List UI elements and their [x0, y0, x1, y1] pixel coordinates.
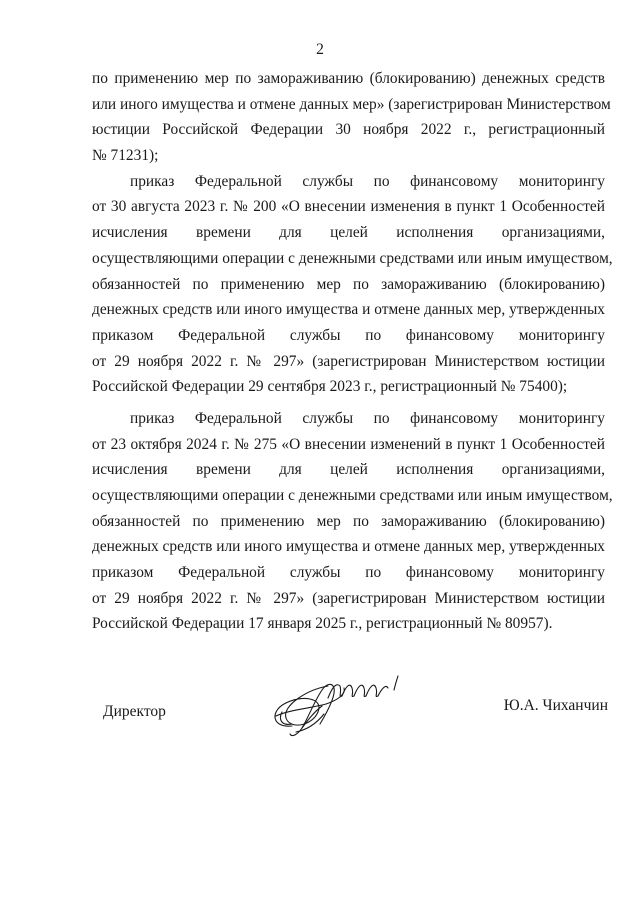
text-line: от 30 августа 2023 г. № 200 «О внесении изменения в пункт 1 Особенностей: [92, 198, 605, 216]
text-line: Российской Федерации 17 января 2025 г., регистрационный № 80957).: [92, 615, 553, 633]
signer-name: Ю.А. Чиханчин: [503, 697, 608, 714]
text-line: исчисления времени для целей исполнения организациями,: [92, 224, 605, 242]
text-line: обязанностей по применению мер по замораживанию (блокированию): [92, 275, 605, 293]
body-text: [92, 66, 613, 637]
page-number: 2: [316, 41, 324, 58]
text-line: денежных средств или иного имущества и отмене данных мер, утвержденных: [92, 301, 605, 319]
text-line: или иного имущества и отмене данных мер» (зарегистрирован Министерством: [92, 95, 611, 113]
signature-row: [0, 697, 640, 731]
text-line: от 23 октября 2024 г. № 275 «О внесении изменений в пункт 1 Особенностей: [92, 435, 605, 453]
text-line: юстиции Российской Федерации 30 ноября 2022 г., регистрационный: [92, 121, 605, 139]
text-line: по применению мер по замораживанию (блокированию) денежных средств: [92, 70, 605, 87]
text-line: приказом Федеральной службы по финансовому мониторингу: [92, 564, 605, 582]
text-line: осуществляющими операции с денежными средствами или иным имуществом,: [92, 487, 613, 504]
text-line: Российской Федерации 29 сентября 2023 г., регистрационный № 75400);: [92, 378, 568, 396]
text-line: денежных средств или иного имущества и отмене данных мер, утвержденных: [92, 538, 605, 556]
text-line: исчисления времени для целей исполнения организациями,: [92, 461, 605, 479]
text-line: № 71231);: [92, 147, 159, 165]
text-line: от 29 ноября 2022 г. № 297» (зарегистрирован Министерством юстиции: [92, 352, 605, 370]
position-title: Директор: [103, 703, 166, 720]
text-line: приказ Федеральной службы по финансовому мониторингу: [130, 409, 605, 427]
text-line: осуществляющими операции с денежными средствами или иным имуществом,: [92, 249, 613, 267]
text-line: от 29 ноября 2022 г. № 297» (зарегистрирован Министерством юстиции: [92, 589, 605, 607]
text-line: обязанностей по применению мер по замораживанию (блокированию): [92, 512, 605, 530]
text-line: приказом Федеральной службы по финансовому мониторингу: [92, 326, 605, 344]
text-line: приказ Федеральной службы по финансовому мониторингу: [130, 172, 605, 190]
